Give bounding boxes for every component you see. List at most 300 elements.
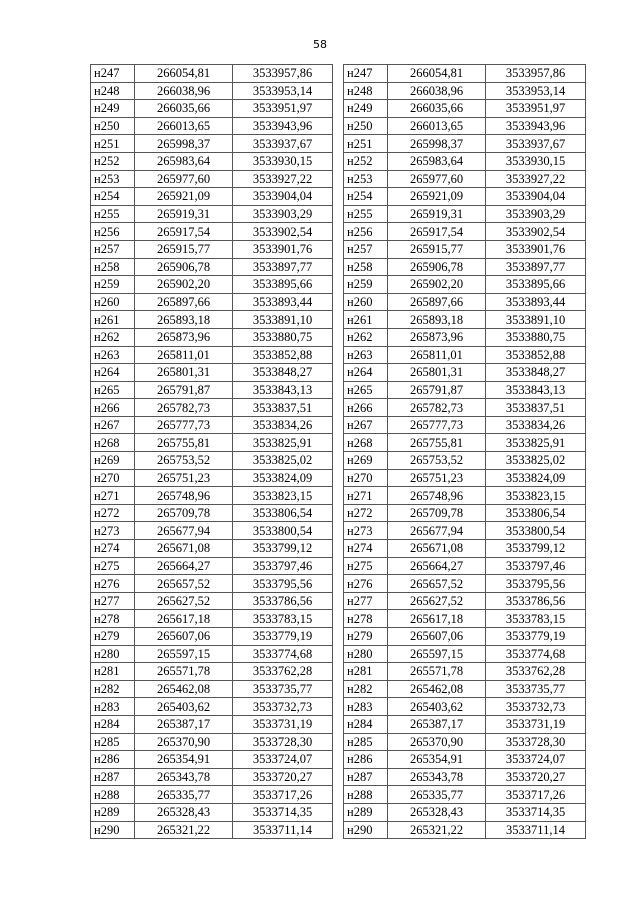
y-coordinate-cell: 3533795,56 bbox=[486, 575, 586, 593]
table-row bbox=[344, 188, 586, 206]
x-coordinate-cell: 265811,01 bbox=[135, 346, 233, 364]
y-coordinate-cell: 3533943,96 bbox=[233, 117, 333, 135]
coordinates-table-left-body bbox=[91, 65, 333, 839]
x-coordinate-cell: 265462,08 bbox=[135, 680, 233, 698]
point-id-cell: н270 bbox=[344, 469, 388, 487]
point-id-cell: н274 bbox=[344, 540, 388, 558]
table-row bbox=[91, 276, 333, 294]
x-coordinate-cell: 265893,18 bbox=[388, 311, 486, 329]
table-row bbox=[91, 715, 333, 733]
table-row bbox=[91, 293, 333, 311]
point-id-cell: н258 bbox=[344, 258, 388, 276]
point-id-cell: н249 bbox=[91, 100, 135, 118]
x-coordinate-cell: 265915,77 bbox=[388, 240, 486, 258]
x-coordinate-cell: 266013,65 bbox=[135, 117, 233, 135]
point-id-cell: н284 bbox=[91, 715, 135, 733]
y-coordinate-cell: 3533880,75 bbox=[233, 328, 333, 346]
table-row bbox=[91, 240, 333, 258]
y-coordinate-cell: 3533728,30 bbox=[486, 733, 586, 751]
point-id-cell: н287 bbox=[91, 768, 135, 786]
y-coordinate-cell: 3533711,14 bbox=[233, 821, 333, 839]
y-coordinate-cell: 3533852,88 bbox=[233, 346, 333, 364]
y-coordinate-cell: 3533927,22 bbox=[233, 170, 333, 188]
table-row bbox=[344, 346, 586, 364]
table-row bbox=[91, 575, 333, 593]
table-row bbox=[344, 416, 586, 434]
table-row bbox=[91, 100, 333, 118]
point-id-cell: н253 bbox=[344, 170, 388, 188]
y-coordinate-cell: 3533843,13 bbox=[486, 381, 586, 399]
x-coordinate-cell: 265677,94 bbox=[135, 522, 233, 540]
point-id-cell: н263 bbox=[91, 346, 135, 364]
x-coordinate-cell: 265755,81 bbox=[388, 434, 486, 452]
point-id-cell: н289 bbox=[344, 803, 388, 821]
point-id-cell: н260 bbox=[91, 293, 135, 311]
x-coordinate-cell: 265571,78 bbox=[388, 663, 486, 681]
point-id-cell: н259 bbox=[91, 276, 135, 294]
y-coordinate-cell: 3533720,27 bbox=[233, 768, 333, 786]
y-coordinate-cell: 3533901,76 bbox=[486, 240, 586, 258]
x-coordinate-cell: 265571,78 bbox=[135, 663, 233, 681]
x-coordinate-cell: 265782,73 bbox=[135, 399, 233, 417]
y-coordinate-cell: 3533806,54 bbox=[233, 504, 333, 522]
point-id-cell: н268 bbox=[344, 434, 388, 452]
x-coordinate-cell: 265748,96 bbox=[388, 487, 486, 505]
point-id-cell: н247 bbox=[344, 65, 388, 83]
x-coordinate-cell: 265328,43 bbox=[388, 803, 486, 821]
y-coordinate-cell: 3533825,91 bbox=[233, 434, 333, 452]
y-coordinate-cell: 3533848,27 bbox=[486, 364, 586, 382]
point-id-cell: н268 bbox=[91, 434, 135, 452]
x-coordinate-cell: 266054,81 bbox=[135, 65, 233, 83]
y-coordinate-cell: 3533762,28 bbox=[233, 663, 333, 681]
y-coordinate-cell: 3533843,13 bbox=[233, 381, 333, 399]
y-coordinate-cell: 3533774,68 bbox=[233, 645, 333, 663]
x-coordinate-cell: 265617,18 bbox=[135, 610, 233, 628]
point-id-cell: н279 bbox=[344, 628, 388, 646]
x-coordinate-cell: 265627,52 bbox=[388, 592, 486, 610]
x-coordinate-cell: 265753,52 bbox=[135, 452, 233, 470]
table-row bbox=[91, 416, 333, 434]
x-coordinate-cell: 266035,66 bbox=[388, 100, 486, 118]
x-coordinate-cell: 266035,66 bbox=[135, 100, 233, 118]
table-row bbox=[91, 557, 333, 575]
x-coordinate-cell: 265321,22 bbox=[135, 821, 233, 839]
table-row bbox=[344, 504, 586, 522]
table-row bbox=[91, 540, 333, 558]
y-coordinate-cell: 3533895,66 bbox=[233, 276, 333, 294]
x-coordinate-cell: 265657,52 bbox=[135, 575, 233, 593]
table-row bbox=[91, 170, 333, 188]
point-id-cell: н269 bbox=[344, 452, 388, 470]
x-coordinate-cell: 265998,37 bbox=[135, 135, 233, 153]
table-row bbox=[344, 592, 586, 610]
x-coordinate-cell: 265897,66 bbox=[388, 293, 486, 311]
x-coordinate-cell: 265751,23 bbox=[135, 469, 233, 487]
x-coordinate-cell: 265921,09 bbox=[135, 188, 233, 206]
table-row bbox=[91, 381, 333, 399]
x-coordinate-cell: 265748,96 bbox=[135, 487, 233, 505]
y-coordinate-cell: 3533848,27 bbox=[233, 364, 333, 382]
point-id-cell: н277 bbox=[91, 592, 135, 610]
y-coordinate-cell: 3533902,54 bbox=[486, 223, 586, 241]
point-id-cell: н250 bbox=[91, 117, 135, 135]
point-id-cell: н272 bbox=[91, 504, 135, 522]
y-coordinate-cell: 3533717,26 bbox=[233, 786, 333, 804]
point-id-cell: н278 bbox=[344, 610, 388, 628]
table-row bbox=[91, 592, 333, 610]
x-coordinate-cell: 265801,31 bbox=[388, 364, 486, 382]
x-coordinate-cell: 265607,06 bbox=[135, 628, 233, 646]
x-coordinate-cell: 265977,60 bbox=[388, 170, 486, 188]
y-coordinate-cell: 3533795,56 bbox=[233, 575, 333, 593]
y-coordinate-cell: 3533937,67 bbox=[486, 135, 586, 153]
table-row bbox=[344, 522, 586, 540]
table-row bbox=[91, 135, 333, 153]
x-coordinate-cell: 265917,54 bbox=[388, 223, 486, 241]
x-coordinate-cell: 265709,78 bbox=[388, 504, 486, 522]
table-row bbox=[344, 258, 586, 276]
y-coordinate-cell: 3533953,14 bbox=[233, 82, 333, 100]
table-row bbox=[344, 65, 586, 83]
x-coordinate-cell: 265387,17 bbox=[388, 715, 486, 733]
table-row bbox=[344, 610, 586, 628]
table-row bbox=[344, 786, 586, 804]
x-coordinate-cell: 265751,23 bbox=[388, 469, 486, 487]
point-id-cell: н274 bbox=[91, 540, 135, 558]
y-coordinate-cell: 3533800,54 bbox=[486, 522, 586, 540]
y-coordinate-cell: 3533880,75 bbox=[486, 328, 586, 346]
y-coordinate-cell: 3533943,96 bbox=[486, 117, 586, 135]
point-id-cell: н270 bbox=[91, 469, 135, 487]
y-coordinate-cell: 3533823,15 bbox=[233, 487, 333, 505]
table-row bbox=[344, 663, 586, 681]
point-id-cell: н257 bbox=[91, 240, 135, 258]
point-id-cell: н281 bbox=[91, 663, 135, 681]
y-coordinate-cell: 3533895,66 bbox=[486, 276, 586, 294]
x-coordinate-cell: 265902,20 bbox=[135, 276, 233, 294]
point-id-cell: н255 bbox=[344, 205, 388, 223]
point-id-cell: н247 bbox=[91, 65, 135, 83]
point-id-cell: н262 bbox=[91, 328, 135, 346]
point-id-cell: н255 bbox=[91, 205, 135, 223]
point-id-cell: н260 bbox=[344, 293, 388, 311]
y-coordinate-cell: 3533930,15 bbox=[233, 152, 333, 170]
x-coordinate-cell: 265921,09 bbox=[388, 188, 486, 206]
y-coordinate-cell: 3533779,19 bbox=[486, 628, 586, 646]
table-row bbox=[344, 364, 586, 382]
y-coordinate-cell: 3533937,67 bbox=[233, 135, 333, 153]
y-coordinate-cell: 3533783,15 bbox=[486, 610, 586, 628]
table-row bbox=[91, 346, 333, 364]
point-id-cell: н278 bbox=[91, 610, 135, 628]
y-coordinate-cell: 3533891,10 bbox=[486, 311, 586, 329]
point-id-cell: н264 bbox=[91, 364, 135, 382]
x-coordinate-cell: 265753,52 bbox=[388, 452, 486, 470]
table-row bbox=[344, 557, 586, 575]
point-id-cell: н248 bbox=[91, 82, 135, 100]
y-coordinate-cell: 3533825,02 bbox=[233, 452, 333, 470]
y-coordinate-cell: 3533797,46 bbox=[486, 557, 586, 575]
point-id-cell: н287 bbox=[344, 768, 388, 786]
table-row bbox=[91, 751, 333, 769]
x-coordinate-cell: 265777,73 bbox=[135, 416, 233, 434]
y-coordinate-cell: 3533825,02 bbox=[486, 452, 586, 470]
point-id-cell: н273 bbox=[344, 522, 388, 540]
point-id-cell: н286 bbox=[344, 751, 388, 769]
point-id-cell: н257 bbox=[344, 240, 388, 258]
point-id-cell: н280 bbox=[91, 645, 135, 663]
y-coordinate-cell: 3533783,15 bbox=[233, 610, 333, 628]
table-row bbox=[91, 65, 333, 83]
y-coordinate-cell: 3533904,04 bbox=[233, 188, 333, 206]
y-coordinate-cell: 3533957,86 bbox=[233, 65, 333, 83]
x-coordinate-cell: 265811,01 bbox=[388, 346, 486, 364]
y-coordinate-cell: 3533837,51 bbox=[486, 399, 586, 417]
table-row bbox=[91, 311, 333, 329]
y-coordinate-cell: 3533732,73 bbox=[233, 698, 333, 716]
point-id-cell: н282 bbox=[344, 680, 388, 698]
y-coordinate-cell: 3533786,56 bbox=[233, 592, 333, 610]
coordinates-table-right-body bbox=[344, 65, 586, 839]
point-id-cell: н266 bbox=[91, 399, 135, 417]
x-coordinate-cell: 265915,77 bbox=[135, 240, 233, 258]
point-id-cell: н254 bbox=[344, 188, 388, 206]
point-id-cell: н279 bbox=[91, 628, 135, 646]
table-row bbox=[91, 82, 333, 100]
y-coordinate-cell: 3533902,54 bbox=[233, 223, 333, 241]
table-row bbox=[344, 803, 586, 821]
y-coordinate-cell: 3533717,26 bbox=[486, 786, 586, 804]
table-row bbox=[91, 821, 333, 839]
y-coordinate-cell: 3533806,54 bbox=[486, 504, 586, 522]
point-id-cell: н288 bbox=[91, 786, 135, 804]
point-id-cell: н256 bbox=[344, 223, 388, 241]
table-row bbox=[344, 135, 586, 153]
y-coordinate-cell: 3533720,27 bbox=[486, 768, 586, 786]
x-coordinate-cell: 265677,94 bbox=[388, 522, 486, 540]
table-row bbox=[91, 469, 333, 487]
y-coordinate-cell: 3533837,51 bbox=[233, 399, 333, 417]
table-row bbox=[91, 117, 333, 135]
coordinates-table-right bbox=[343, 64, 586, 839]
y-coordinate-cell: 3533735,77 bbox=[233, 680, 333, 698]
y-coordinate-cell: 3533852,88 bbox=[486, 346, 586, 364]
x-coordinate-cell: 265370,90 bbox=[388, 733, 486, 751]
table-row bbox=[91, 698, 333, 716]
y-coordinate-cell: 3533901,76 bbox=[233, 240, 333, 258]
y-coordinate-cell: 3533711,14 bbox=[486, 821, 586, 839]
y-coordinate-cell: 3533903,29 bbox=[486, 205, 586, 223]
point-id-cell: н254 bbox=[91, 188, 135, 206]
table-row bbox=[344, 381, 586, 399]
x-coordinate-cell: 265335,77 bbox=[135, 786, 233, 804]
x-coordinate-cell: 265983,64 bbox=[388, 152, 486, 170]
point-id-cell: н265 bbox=[91, 381, 135, 399]
x-coordinate-cell: 265897,66 bbox=[135, 293, 233, 311]
table-row bbox=[91, 152, 333, 170]
point-id-cell: н266 bbox=[344, 399, 388, 417]
x-coordinate-cell: 265617,18 bbox=[388, 610, 486, 628]
x-coordinate-cell: 265983,64 bbox=[135, 152, 233, 170]
point-id-cell: н250 bbox=[344, 117, 388, 135]
table-row bbox=[91, 733, 333, 751]
point-id-cell: н269 bbox=[91, 452, 135, 470]
x-coordinate-cell: 265627,52 bbox=[135, 592, 233, 610]
table-row bbox=[344, 680, 586, 698]
table-row bbox=[344, 152, 586, 170]
point-id-cell: н289 bbox=[91, 803, 135, 821]
point-id-cell: н267 bbox=[91, 416, 135, 434]
x-coordinate-cell: 266038,96 bbox=[388, 82, 486, 100]
y-coordinate-cell: 3533731,19 bbox=[486, 715, 586, 733]
point-id-cell: н282 bbox=[91, 680, 135, 698]
x-coordinate-cell: 265343,78 bbox=[135, 768, 233, 786]
table-row bbox=[344, 645, 586, 663]
table-row bbox=[91, 452, 333, 470]
x-coordinate-cell: 265709,78 bbox=[135, 504, 233, 522]
point-id-cell: н284 bbox=[344, 715, 388, 733]
point-id-cell: н263 bbox=[344, 346, 388, 364]
table-row bbox=[344, 240, 586, 258]
y-coordinate-cell: 3533797,46 bbox=[233, 557, 333, 575]
table-row bbox=[344, 715, 586, 733]
x-coordinate-cell: 265919,31 bbox=[388, 205, 486, 223]
x-coordinate-cell: 266038,96 bbox=[135, 82, 233, 100]
x-coordinate-cell: 265370,90 bbox=[135, 733, 233, 751]
y-coordinate-cell: 3533834,26 bbox=[486, 416, 586, 434]
x-coordinate-cell: 265597,15 bbox=[388, 645, 486, 663]
table-row bbox=[91, 768, 333, 786]
y-coordinate-cell: 3533957,86 bbox=[486, 65, 586, 83]
x-coordinate-cell: 265321,22 bbox=[388, 821, 486, 839]
y-coordinate-cell: 3533823,15 bbox=[486, 487, 586, 505]
x-coordinate-cell: 265328,43 bbox=[135, 803, 233, 821]
table-row bbox=[91, 628, 333, 646]
x-coordinate-cell: 265755,81 bbox=[135, 434, 233, 452]
y-coordinate-cell: 3533724,07 bbox=[233, 751, 333, 769]
point-id-cell: н283 bbox=[91, 698, 135, 716]
x-coordinate-cell: 265977,60 bbox=[135, 170, 233, 188]
point-id-cell: н252 bbox=[91, 152, 135, 170]
point-id-cell: н262 bbox=[344, 328, 388, 346]
point-id-cell: н285 bbox=[91, 733, 135, 751]
table-row bbox=[91, 487, 333, 505]
table-row bbox=[344, 293, 586, 311]
point-id-cell: н256 bbox=[91, 223, 135, 241]
table-row bbox=[344, 434, 586, 452]
table-row bbox=[91, 803, 333, 821]
x-coordinate-cell: 266054,81 bbox=[388, 65, 486, 83]
point-id-cell: н261 bbox=[91, 311, 135, 329]
table-row bbox=[91, 645, 333, 663]
x-coordinate-cell: 265597,15 bbox=[135, 645, 233, 663]
y-coordinate-cell: 3533714,35 bbox=[233, 803, 333, 821]
y-coordinate-cell: 3533893,44 bbox=[233, 293, 333, 311]
x-coordinate-cell: 265906,78 bbox=[388, 258, 486, 276]
point-id-cell: н277 bbox=[344, 592, 388, 610]
x-coordinate-cell: 265919,31 bbox=[135, 205, 233, 223]
x-coordinate-cell: 265462,08 bbox=[388, 680, 486, 698]
y-coordinate-cell: 3533951,97 bbox=[233, 100, 333, 118]
table-row bbox=[344, 540, 586, 558]
x-coordinate-cell: 265777,73 bbox=[388, 416, 486, 434]
table-row bbox=[344, 575, 586, 593]
table-row bbox=[91, 188, 333, 206]
point-id-cell: н259 bbox=[344, 276, 388, 294]
point-id-cell: н281 bbox=[344, 663, 388, 681]
table-row bbox=[91, 786, 333, 804]
table-row bbox=[344, 311, 586, 329]
table-row bbox=[344, 733, 586, 751]
table-row bbox=[344, 698, 586, 716]
x-coordinate-cell: 265607,06 bbox=[388, 628, 486, 646]
x-coordinate-cell: 265664,27 bbox=[388, 557, 486, 575]
x-coordinate-cell: 265791,87 bbox=[135, 381, 233, 399]
x-coordinate-cell: 265403,62 bbox=[388, 698, 486, 716]
y-coordinate-cell: 3533724,07 bbox=[486, 751, 586, 769]
y-coordinate-cell: 3533893,44 bbox=[486, 293, 586, 311]
point-id-cell: н249 bbox=[344, 100, 388, 118]
table-row bbox=[91, 663, 333, 681]
point-id-cell: н290 bbox=[91, 821, 135, 839]
x-coordinate-cell: 265902,20 bbox=[388, 276, 486, 294]
x-coordinate-cell: 265873,96 bbox=[135, 328, 233, 346]
x-coordinate-cell: 265671,08 bbox=[135, 540, 233, 558]
point-id-cell: н272 bbox=[344, 504, 388, 522]
table-row bbox=[91, 680, 333, 698]
y-coordinate-cell: 3533762,28 bbox=[486, 663, 586, 681]
y-coordinate-cell: 3533897,77 bbox=[233, 258, 333, 276]
point-id-cell: н264 bbox=[344, 364, 388, 382]
table-row bbox=[344, 399, 586, 417]
table-row bbox=[91, 434, 333, 452]
table-row bbox=[344, 82, 586, 100]
point-id-cell: н273 bbox=[91, 522, 135, 540]
y-coordinate-cell: 3533897,77 bbox=[486, 258, 586, 276]
x-coordinate-cell: 265403,62 bbox=[135, 698, 233, 716]
y-coordinate-cell: 3533824,09 bbox=[486, 469, 586, 487]
table-row bbox=[344, 487, 586, 505]
x-coordinate-cell: 265893,18 bbox=[135, 311, 233, 329]
y-coordinate-cell: 3533786,56 bbox=[486, 592, 586, 610]
y-coordinate-cell: 3533774,68 bbox=[486, 645, 586, 663]
point-id-cell: н286 bbox=[91, 751, 135, 769]
y-coordinate-cell: 3533825,91 bbox=[486, 434, 586, 452]
x-coordinate-cell: 265354,91 bbox=[135, 751, 233, 769]
table-row bbox=[344, 469, 586, 487]
point-id-cell: н261 bbox=[344, 311, 388, 329]
point-id-cell: н265 bbox=[344, 381, 388, 399]
x-coordinate-cell: 265782,73 bbox=[388, 399, 486, 417]
table-row bbox=[91, 364, 333, 382]
y-coordinate-cell: 3533904,04 bbox=[486, 188, 586, 206]
x-coordinate-cell: 266013,65 bbox=[388, 117, 486, 135]
y-coordinate-cell: 3533732,73 bbox=[486, 698, 586, 716]
point-id-cell: н276 bbox=[344, 575, 388, 593]
x-coordinate-cell: 265671,08 bbox=[388, 540, 486, 558]
point-id-cell: н251 bbox=[91, 135, 135, 153]
y-coordinate-cell: 3533800,54 bbox=[233, 522, 333, 540]
y-coordinate-cell: 3533951,97 bbox=[486, 100, 586, 118]
y-coordinate-cell: 3533891,10 bbox=[233, 311, 333, 329]
point-id-cell: н275 bbox=[344, 557, 388, 575]
x-coordinate-cell: 265873,96 bbox=[388, 328, 486, 346]
point-id-cell: н280 bbox=[344, 645, 388, 663]
point-id-cell: н253 bbox=[91, 170, 135, 188]
y-coordinate-cell: 3533799,12 bbox=[486, 540, 586, 558]
table-row bbox=[344, 751, 586, 769]
